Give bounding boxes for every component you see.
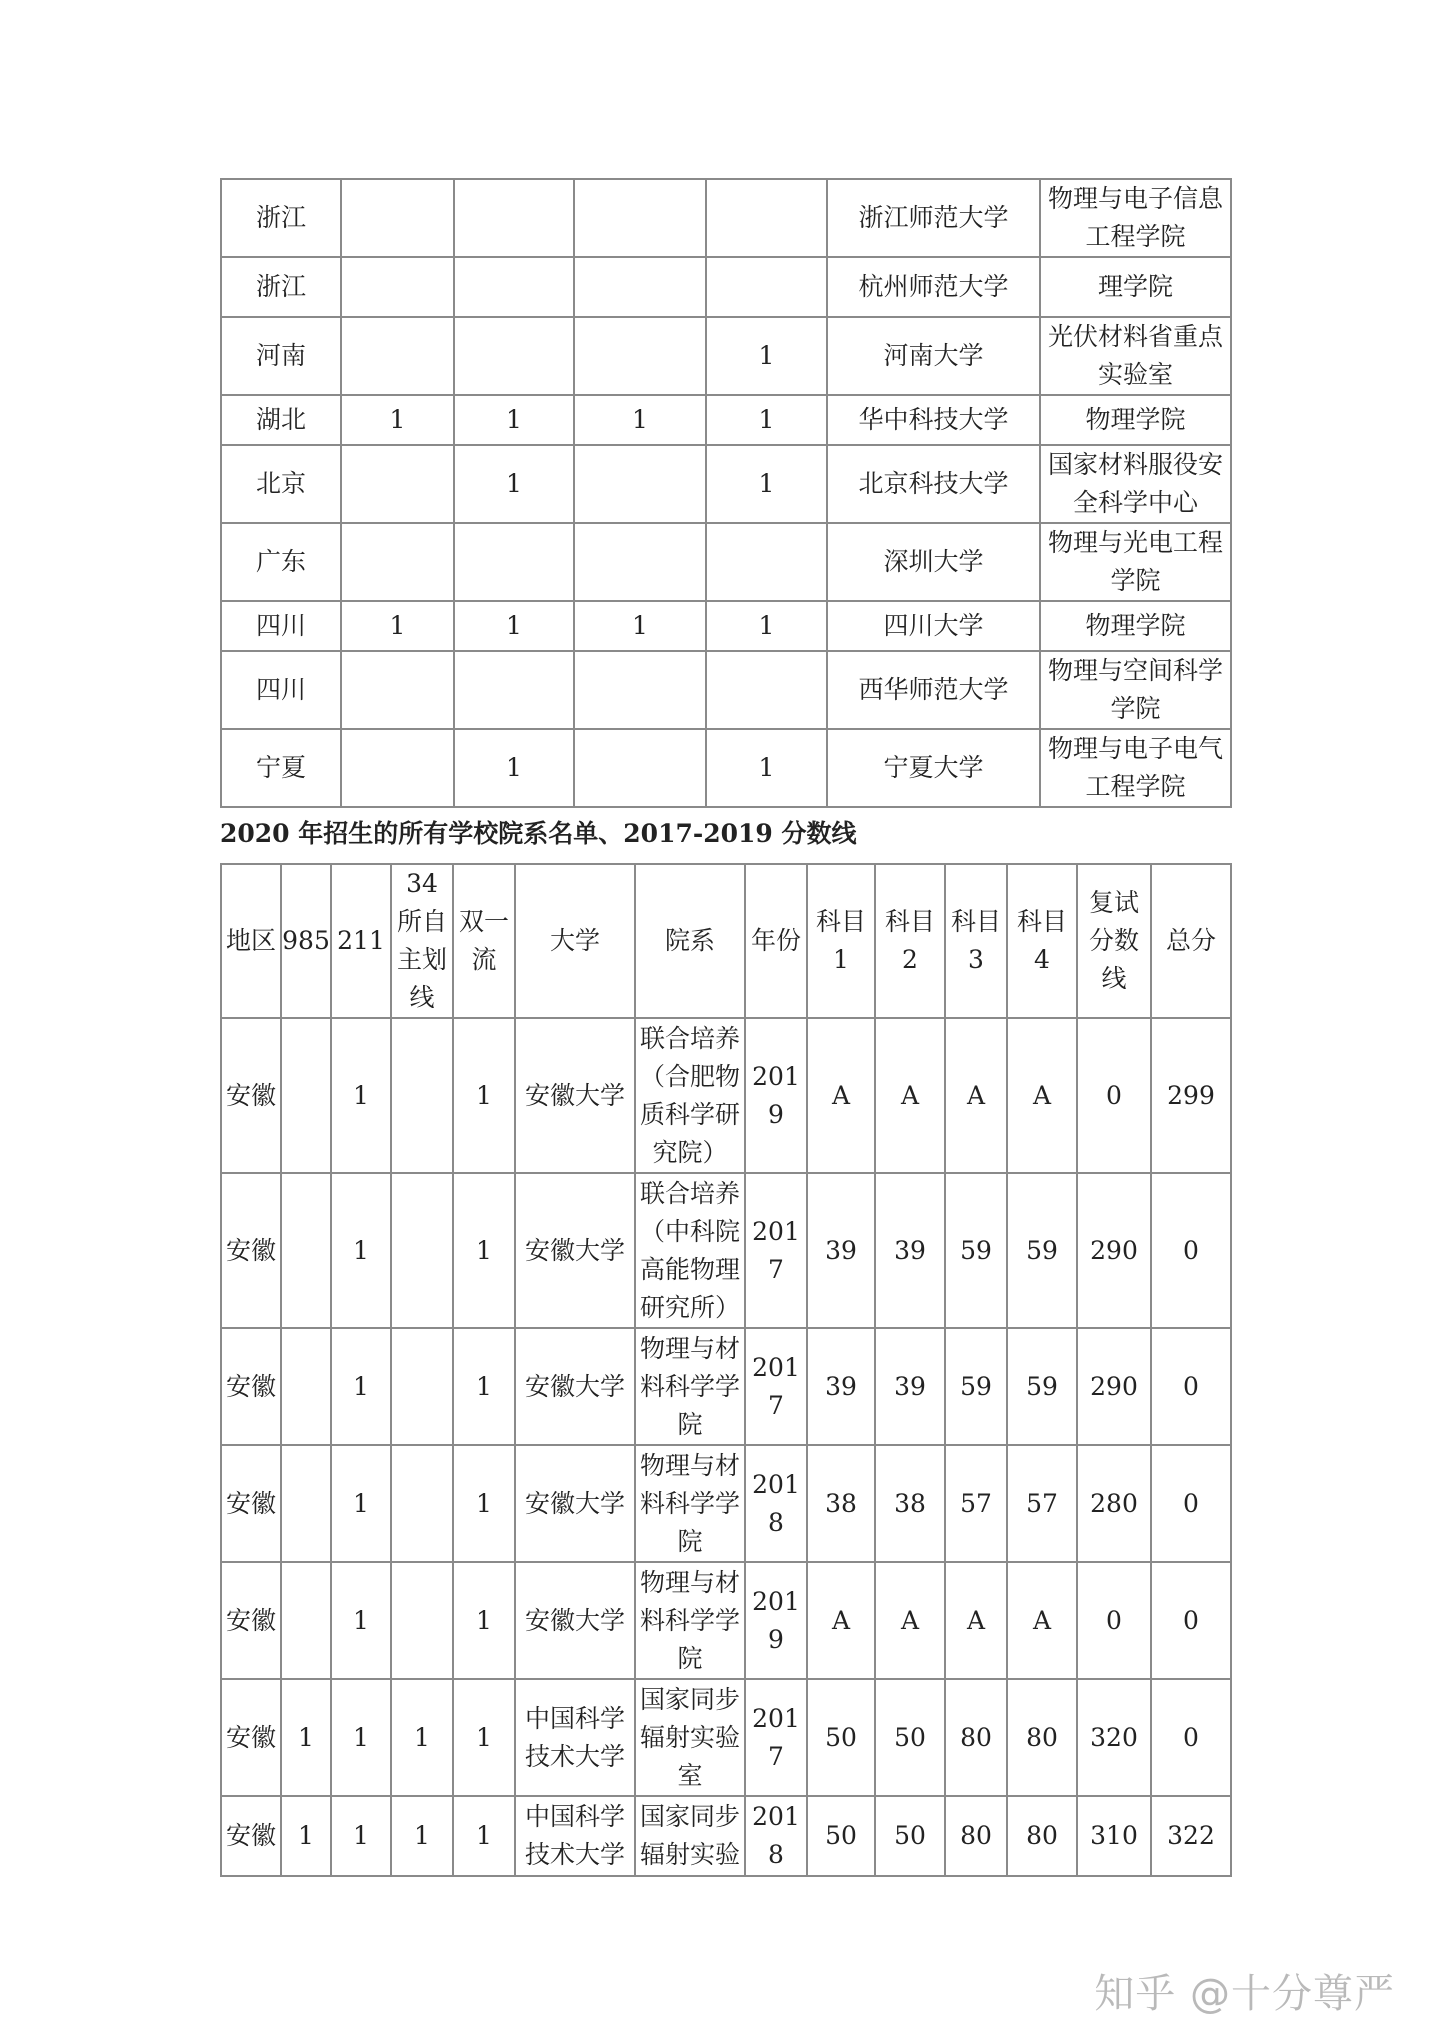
table-cell: 安徽大学 <box>515 1328 635 1445</box>
table-cell <box>706 257 827 317</box>
table-cell: 宁夏 <box>221 729 341 807</box>
table-cell: 2017 <box>745 1328 807 1445</box>
table-cell: 1 <box>454 395 574 445</box>
table-cell <box>281 1562 331 1679</box>
table-cell: 国家同步辐射实验室 <box>635 1679 745 1796</box>
table-cell <box>281 1018 331 1173</box>
table-cell: A <box>875 1018 945 1173</box>
table-cell <box>391 1562 453 1679</box>
table-cell <box>341 445 454 523</box>
table-cell: 河南 <box>221 317 341 395</box>
table-cell: 1 <box>453 1796 515 1876</box>
table-row <box>221 523 1231 601</box>
table-cell <box>574 179 706 257</box>
table-cell: 80 <box>1007 1796 1077 1876</box>
schools-table-continued <box>220 178 1232 808</box>
table-cell: 安徽大学 <box>515 1562 635 1679</box>
table-cell: 2017 <box>745 1679 807 1796</box>
table-cell: 0 <box>1077 1018 1151 1173</box>
table-cell: 80 <box>945 1796 1007 1876</box>
table-row <box>221 317 1231 395</box>
table-cell: 国家材料服役安全科学中心 <box>1040 445 1231 523</box>
table-row <box>221 1445 1231 1562</box>
table-cell: 国家同步辐射实验 <box>635 1796 745 1876</box>
table-cell: 1 <box>331 1018 391 1173</box>
table-cell: 联合培养（中科院高能物理研究所） <box>635 1173 745 1328</box>
table-cell: 宁夏大学 <box>827 729 1040 807</box>
table-row <box>221 1562 1231 1679</box>
column-header: 院系 <box>635 864 745 1018</box>
table-cell: 2018 <box>745 1796 807 1876</box>
column-header: 科目3 <box>945 864 1007 1018</box>
table-cell: 北京科技大学 <box>827 445 1040 523</box>
table-cell: 光伏材料省重点实验室 <box>1040 317 1231 395</box>
table-cell <box>454 257 574 317</box>
table-cell: 0 <box>1151 1445 1231 1562</box>
table-cell <box>391 1018 453 1173</box>
table-cell: 50 <box>875 1796 945 1876</box>
table-cell: 安徽大学 <box>515 1018 635 1173</box>
column-header: 985 <box>281 864 331 1018</box>
table-cell: 安徽 <box>221 1445 281 1562</box>
table-cell: 290 <box>1077 1173 1151 1328</box>
table-row <box>221 179 1231 257</box>
table-cell <box>706 523 827 601</box>
table-cell: 1 <box>706 317 827 395</box>
table-cell: 安徽 <box>221 1018 281 1173</box>
column-header: 地区 <box>221 864 281 1018</box>
header-row <box>221 864 1231 1018</box>
table-cell: 1 <box>453 1679 515 1796</box>
table-row <box>221 601 1231 651</box>
table-cell: 西华师范大学 <box>827 651 1040 729</box>
table-cell: 1 <box>706 729 827 807</box>
table-cell: 河南大学 <box>827 317 1040 395</box>
column-header: 211 <box>331 864 391 1018</box>
table-cell: 1 <box>341 395 454 445</box>
table-cell <box>341 317 454 395</box>
table-cell: 280 <box>1077 1445 1151 1562</box>
table-row <box>221 257 1231 317</box>
table-cell <box>281 1173 331 1328</box>
table-cell: 1 <box>391 1796 453 1876</box>
table-cell: 39 <box>875 1173 945 1328</box>
column-header: 科目2 <box>875 864 945 1018</box>
table-cell: 1 <box>391 1679 453 1796</box>
table-cell <box>341 729 454 807</box>
table-cell <box>706 651 827 729</box>
table-cell: 浙江 <box>221 257 341 317</box>
table-cell: 物理与电子信息工程学院 <box>1040 179 1231 257</box>
table-cell: 物理与电子电气工程学院 <box>1040 729 1231 807</box>
table-cell: 0 <box>1151 1328 1231 1445</box>
column-header: 科目1 <box>807 864 875 1018</box>
table-row <box>221 651 1231 729</box>
table-cell: 安徽大学 <box>515 1173 635 1328</box>
table-cell <box>341 651 454 729</box>
table-cell: 1 <box>706 445 827 523</box>
table-row <box>221 1173 1231 1328</box>
table-cell: 50 <box>807 1796 875 1876</box>
table-cell: 57 <box>945 1445 1007 1562</box>
table-cell: 湖北 <box>221 395 341 445</box>
table-cell: 1 <box>453 1018 515 1173</box>
table-cell: 38 <box>875 1445 945 1562</box>
table-cell: 1 <box>331 1796 391 1876</box>
table-cell <box>454 651 574 729</box>
table-cell: 39 <box>807 1173 875 1328</box>
table-cell: 299 <box>1151 1018 1231 1173</box>
section-caption: 2020 年招生的所有学校院系名单、2017-2019 分数线 <box>220 819 857 848</box>
table-cell: 2019 <box>745 1018 807 1173</box>
table-cell: A <box>807 1562 875 1679</box>
column-header: 复试分数线 <box>1077 864 1151 1018</box>
table-cell: 59 <box>945 1173 1007 1328</box>
column-header: 双一流 <box>453 864 515 1018</box>
table-cell: 59 <box>945 1328 1007 1445</box>
table-cell: 1 <box>574 395 706 445</box>
table-cell: 杭州师范大学 <box>827 257 1040 317</box>
table-cell: 物理与材料科学学院 <box>635 1445 745 1562</box>
table-cell: 1 <box>706 395 827 445</box>
table-cell <box>574 445 706 523</box>
table-cell: 1 <box>281 1796 331 1876</box>
table-cell: 安徽 <box>221 1173 281 1328</box>
table-cell: 2018 <box>745 1445 807 1562</box>
table-cell: 安徽 <box>221 1679 281 1796</box>
score-lines-table-header <box>221 864 1231 1018</box>
table-cell: 2017 <box>745 1173 807 1328</box>
table-cell: 华中科技大学 <box>827 395 1040 445</box>
table-cell: 59 <box>1007 1328 1077 1445</box>
table-cell: A <box>1007 1018 1077 1173</box>
table-cell <box>706 179 827 257</box>
table-cell: 联合培养（合肥物质科学研究院） <box>635 1018 745 1173</box>
table-cell: 1 <box>341 601 454 651</box>
table-cell: 57 <box>1007 1445 1077 1562</box>
table-cell: 1 <box>453 1328 515 1445</box>
table-cell: 1 <box>454 445 574 523</box>
table-cell: 2019 <box>745 1562 807 1679</box>
table-cell: 1 <box>281 1679 331 1796</box>
table-cell: 1 <box>453 1173 515 1328</box>
table-cell: 320 <box>1077 1679 1151 1796</box>
table-cell <box>391 1173 453 1328</box>
table-cell: 39 <box>875 1328 945 1445</box>
table-cell <box>341 523 454 601</box>
table-cell: 50 <box>875 1679 945 1796</box>
table-cell: 物理学院 <box>1040 601 1231 651</box>
table-cell <box>574 257 706 317</box>
table-row <box>221 1328 1231 1445</box>
table-cell: 北京 <box>221 445 341 523</box>
table-cell: 安徽 <box>221 1562 281 1679</box>
table-cell: 四川 <box>221 601 341 651</box>
table-cell: 38 <box>807 1445 875 1562</box>
table-cell: 0 <box>1077 1562 1151 1679</box>
table-cell: 290 <box>1077 1328 1151 1445</box>
table-cell <box>574 523 706 601</box>
table-cell: 310 <box>1077 1796 1151 1876</box>
table-cell <box>281 1445 331 1562</box>
table-cell <box>574 317 706 395</box>
column-header: 科目4 <box>1007 864 1077 1018</box>
table-cell: 80 <box>945 1679 1007 1796</box>
table-cell: 0 <box>1151 1562 1231 1679</box>
table-cell: 物理与光电工程学院 <box>1040 523 1231 601</box>
table-cell: 广东 <box>221 523 341 601</box>
table-cell <box>341 179 454 257</box>
table-cell: 物理与材料科学学院 <box>635 1328 745 1445</box>
table-cell: 80 <box>1007 1679 1077 1796</box>
column-header: 年份 <box>745 864 807 1018</box>
table-cell: 物理学院 <box>1040 395 1231 445</box>
table-cell: 理学院 <box>1040 257 1231 317</box>
table-cell: 1 <box>454 601 574 651</box>
table-cell: 物理与空间科学学院 <box>1040 651 1231 729</box>
table-row <box>221 1679 1231 1796</box>
table-row <box>221 445 1231 523</box>
table-cell: 浙江师范大学 <box>827 179 1040 257</box>
table-cell: 50 <box>807 1679 875 1796</box>
schools-table-body <box>221 179 1231 807</box>
table-cell: 0 <box>1151 1679 1231 1796</box>
table-cell: 0 <box>1151 1173 1231 1328</box>
table-cell <box>574 729 706 807</box>
table-cell <box>574 651 706 729</box>
table-cell: 39 <box>807 1328 875 1445</box>
table-cell: 1 <box>331 1445 391 1562</box>
table-cell <box>454 317 574 395</box>
table-cell: 安徽 <box>221 1328 281 1445</box>
zhihu-watermark: 知乎 @十分尊严 <box>1094 1971 1395 2017</box>
table-row <box>221 395 1231 445</box>
table-cell: 浙江 <box>221 179 341 257</box>
table-cell: 1 <box>331 1173 391 1328</box>
table-cell: 1 <box>574 601 706 651</box>
table-cell: 1 <box>453 1562 515 1679</box>
table-row <box>221 729 1231 807</box>
column-header: 总分 <box>1151 864 1231 1018</box>
column-header: 大学 <box>515 864 635 1018</box>
table-cell <box>454 179 574 257</box>
table-cell: 322 <box>1151 1796 1231 1876</box>
table-cell: 1 <box>453 1445 515 1562</box>
table-cell: 四川 <box>221 651 341 729</box>
table-cell: A <box>807 1018 875 1173</box>
table-cell: 59 <box>1007 1173 1077 1328</box>
table-cell: 深圳大学 <box>827 523 1040 601</box>
table-cell: 1 <box>706 601 827 651</box>
table-cell <box>454 523 574 601</box>
table-cell: A <box>945 1562 1007 1679</box>
table-cell <box>391 1445 453 1562</box>
table-cell <box>341 257 454 317</box>
table-cell: A <box>1007 1562 1077 1679</box>
table-cell: 四川大学 <box>827 601 1040 651</box>
table-cell: 1 <box>454 729 574 807</box>
table-row <box>221 1018 1231 1173</box>
table-cell: 安徽 <box>221 1796 281 1876</box>
table-row <box>221 1796 1231 1876</box>
table-cell: 中国科学技术大学 <box>515 1796 635 1876</box>
table-cell: 中国科学技术大学 <box>515 1679 635 1796</box>
table-cell <box>391 1328 453 1445</box>
score-lines-table-body <box>221 1018 1231 1876</box>
table-cell: 1 <box>331 1328 391 1445</box>
table-cell: A <box>945 1018 1007 1173</box>
table-cell <box>281 1328 331 1445</box>
table-cell: A <box>875 1562 945 1679</box>
table-cell: 安徽大学 <box>515 1445 635 1562</box>
score-lines-table <box>220 863 1232 1877</box>
table-cell: 1 <box>331 1562 391 1679</box>
table-cell: 物理与材料科学学院 <box>635 1562 745 1679</box>
table-cell: 1 <box>331 1679 391 1796</box>
column-header: 34 所自主划线 <box>391 864 453 1018</box>
